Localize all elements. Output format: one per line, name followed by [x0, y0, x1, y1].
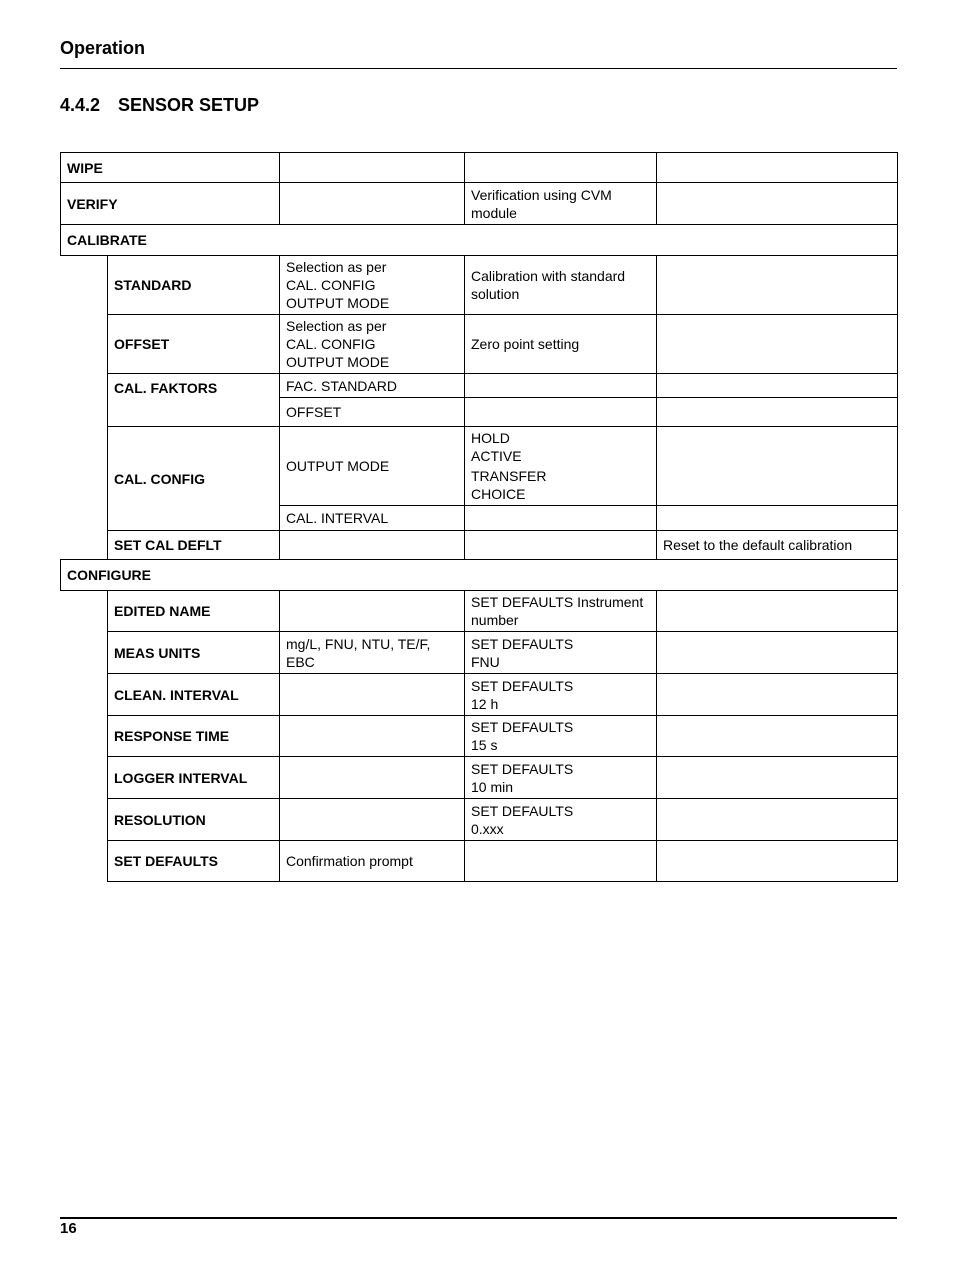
empty-cell [656, 505, 898, 531]
cal-interval: CAL. INTERVAL [279, 505, 465, 531]
menu-item-set-cal-deflt: SET CAL DEFLT [107, 530, 280, 560]
empty-cell [656, 373, 898, 398]
menu-item-response-time: RESPONSE TIME [107, 715, 280, 757]
logger-interval-description: SET DEFAULTS 10 min [464, 756, 657, 799]
empty-cell [656, 756, 898, 799]
footer-rule [60, 1217, 897, 1219]
empty-cell [279, 673, 465, 716]
response-time-description: SET DEFAULTS 15 s [464, 715, 657, 757]
standard-description: Calibration with standard solution [464, 255, 657, 315]
faktors-offset: OFFSET [279, 397, 465, 427]
section-title: SENSOR SETUP [118, 95, 260, 115]
empty-cell [656, 715, 898, 757]
menu-item-cal-faktors: CAL. FAKTORS [107, 373, 280, 427]
menu-item-meas-units: MEAS UNITS [107, 631, 280, 674]
empty-cell [279, 756, 465, 799]
resolution-description: SET DEFAULTS 0.xxx [464, 798, 657, 841]
empty-cell [464, 840, 657, 882]
menu-item-offset: OFFSET [107, 314, 280, 374]
empty-cell [656, 631, 898, 674]
empty-cell [279, 798, 465, 841]
empty-cell [656, 798, 898, 841]
fac-standard: FAC. STANDARD [279, 373, 465, 398]
empty-cell [656, 590, 898, 632]
empty-cell [656, 397, 898, 427]
offset-description: Zero point setting [464, 314, 657, 374]
meas-units-description: SET DEFAULTS FNU [464, 631, 657, 674]
menu-item-set-defaults: SET DEFAULTS [107, 840, 280, 882]
menu-group-calibrate: CALIBRATE [60, 224, 898, 256]
empty-cell [656, 840, 898, 882]
menu-item-resolution: RESOLUTION [107, 798, 280, 841]
standard-selection: Selection as per CAL. CONFIG OUTPUT MODE [279, 255, 465, 315]
empty-cell [464, 152, 657, 183]
meas-units-options: mg/L, FNU, NTU, TE/F, EBC [279, 631, 465, 674]
menu-item-edited-name: EDITED NAME [107, 590, 280, 632]
verify-description: Verification using CVM module [464, 182, 657, 225]
empty-cell [279, 152, 465, 183]
menu-group-configure: CONFIGURE [60, 559, 898, 591]
empty-cell [464, 505, 657, 531]
section-number: 4.4.2 [60, 95, 101, 115]
running-section-header: Operation [60, 38, 146, 58]
empty-cell [656, 314, 898, 374]
empty-cell [279, 590, 465, 632]
set-cal-deflt-description: Reset to the default calibration [656, 530, 898, 560]
empty-cell [656, 255, 898, 315]
output-mode-options: HOLD ACTIVE TRANSFER CHOICE [464, 426, 657, 506]
empty-cell [279, 715, 465, 757]
empty-cell [656, 426, 898, 506]
menu-item-logger-interval: LOGGER INTERVAL [107, 756, 280, 799]
offset-selection: Selection as per CAL. CONFIG OUTPUT MODE [279, 314, 465, 374]
menu-item-clean-interval: CLEAN. INTERVAL [107, 673, 280, 716]
menu-item-cal-config: CAL. CONFIG [107, 426, 280, 531]
menu-item-standard: STANDARD [107, 255, 280, 315]
empty-cell [464, 373, 657, 398]
empty-cell [464, 530, 657, 560]
menu-item-verify: VERIFY [60, 182, 280, 225]
empty-cell [656, 152, 898, 183]
empty-cell [279, 530, 465, 560]
empty-cell [656, 673, 898, 716]
set-defaults-description: Confirmation prompt [279, 840, 465, 882]
empty-cell [279, 182, 465, 225]
empty-cell [464, 397, 657, 427]
page-number: 16 [60, 1220, 77, 1237]
clean-interval-description: SET DEFAULTS 12 h [464, 673, 657, 716]
empty-cell [656, 182, 898, 225]
edited-name-description: SET DEFAULTS Instrument number [464, 590, 657, 632]
output-mode: OUTPUT MODE [279, 426, 465, 506]
menu-item-wipe: WIPE [60, 152, 280, 183]
